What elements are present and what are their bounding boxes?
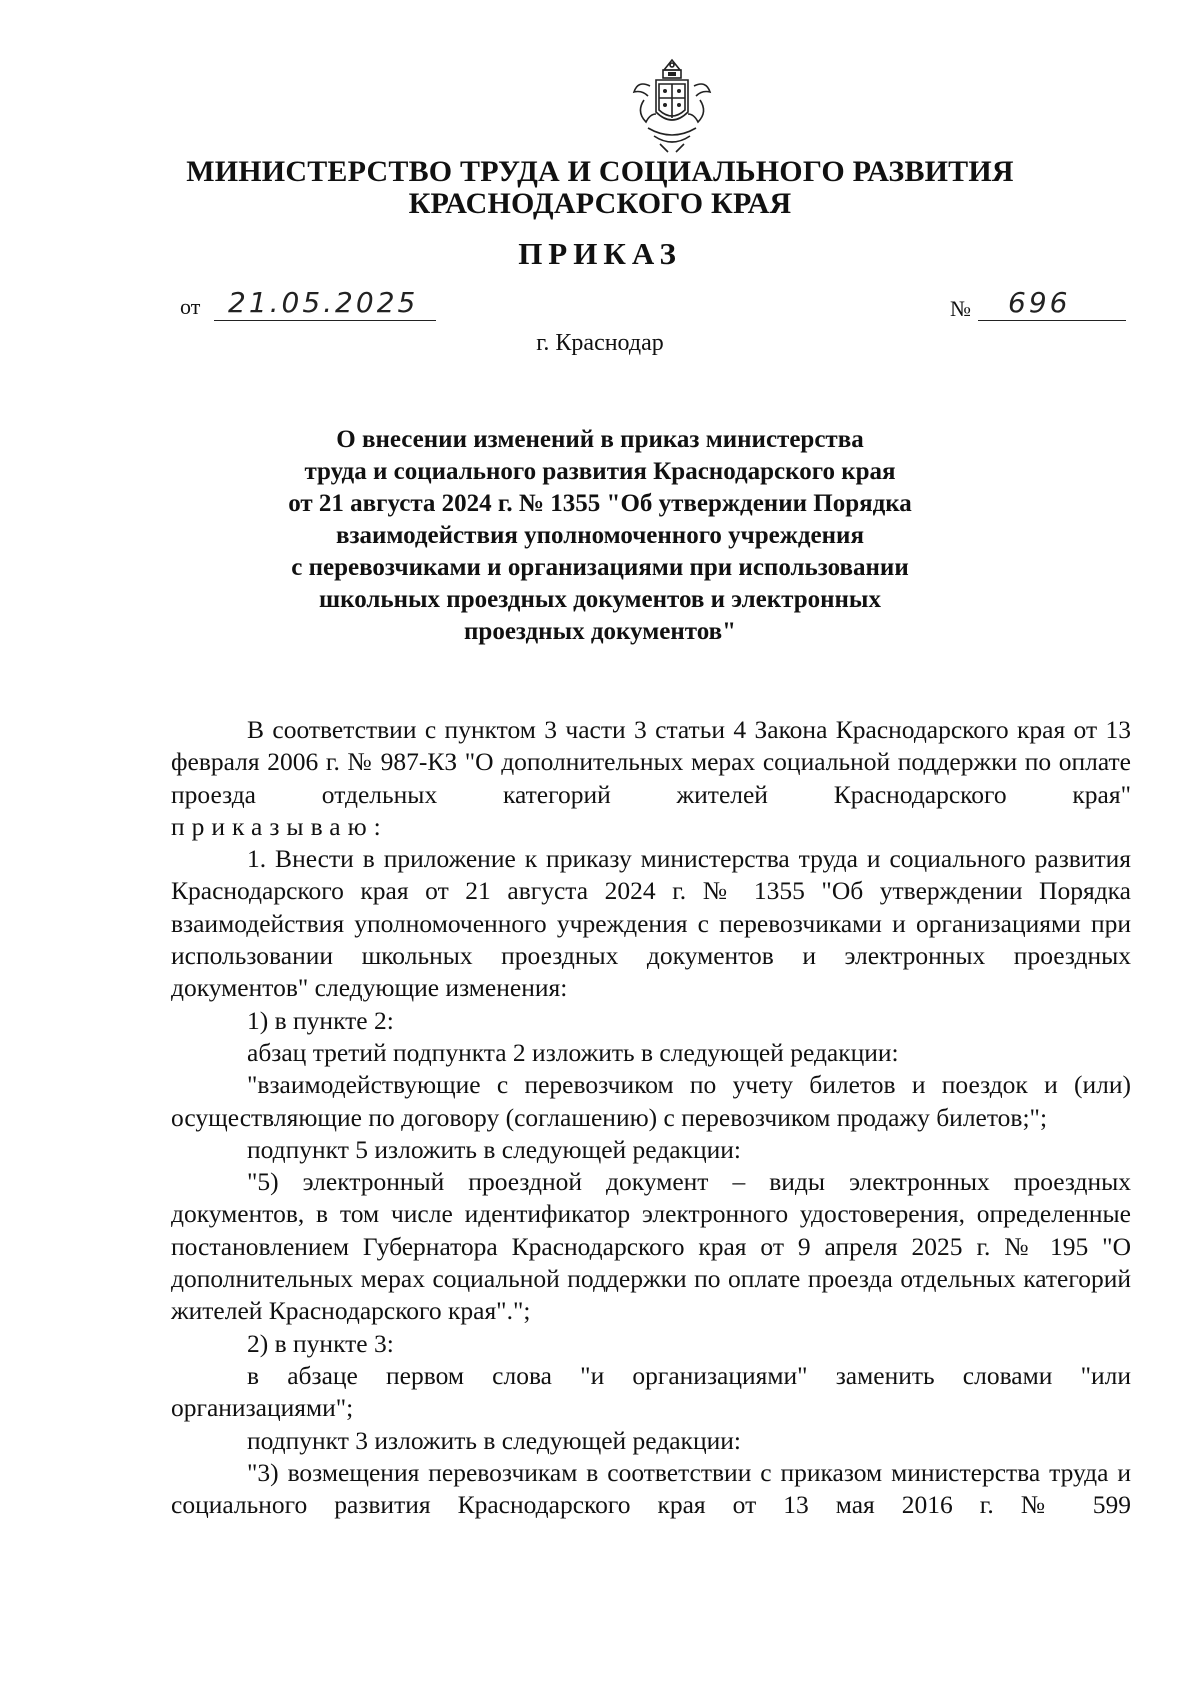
number-handwritten: 696 <box>1008 286 1071 319</box>
title-line: О внесении изменений в приказ министерства <box>336 426 864 453</box>
coat-of-arms-emblem <box>628 56 716 156</box>
number-label: № <box>950 296 971 321</box>
subitem-1-b-text: "5) электронный проездной документ – виды электронных проездных документов, в том числе идентификатор электронного удостоверения, определенные постановлением Губернатора Краснодарского края от 9 апреля 2025 г. № 195 "О дополнительных мерах социальной поддержки по оплате проезда отдельных категорий жителей Краснодарского края"."; <box>171 1167 1131 1326</box>
document-body <box>171 714 1131 1521</box>
number-underline <box>978 320 1126 321</box>
subitem-2-b: подпункт 3 изложить в следующей редакции: <box>247 1425 741 1455</box>
title-line: школьных проездных документов и электронных <box>319 586 881 613</box>
title-line: от 21 августа 2024 г. № 1355 "Об утверждении Порядка <box>288 490 912 517</box>
subitem-1: 1) в пункте 2: <box>247 1005 394 1035</box>
date-handwritten: 21.05.2025 <box>228 286 419 319</box>
title-line: взаимодействия уполномоченного учреждения <box>335 522 864 549</box>
item-1-paragraph: 1. Внести в приложение к приказу министерства труда и социального развития Краснодарского края от 21 августа 2024 г. № 1355 "Об утверждении Порядка взаимодействия уполномоченного учреждения с перевозчиками и организациями при использовании школьных проездных документов и электронных проездных документов" следующие изменения: <box>171 844 1131 1003</box>
title-line: труда и социального развития Краснодарского края <box>304 458 896 485</box>
subitem-1-a: абзац третий подпункта 2 изложить в следующей редакции: <box>247 1037 899 1067</box>
preamble-paragraph: В соответствии с пунктом 3 части 3 статьи 4 Закона Краснодарского края от 13 февраля 2006 г. № 987-КЗ "О дополнительных мерах социальной поддержки по оплате проезда отдельных категорий жителей Краснодарского края" <box>171 715 1131 809</box>
subitem-1-a-text: "взаимодействующие с перевозчиком по учету билетов и поездок и (или) осуществляющие по договору (соглашению) с перевозчиком продажу билетов;"; <box>171 1070 1131 1132</box>
document-title <box>240 424 960 648</box>
title-line: проездных документов" <box>464 618 736 645</box>
order-word: приказываю: <box>171 811 388 841</box>
subitem-2-a: в абзаце первом слова "и организациями" заменить словами "или организациями"; <box>171 1360 1131 1423</box>
ministry-name-line2: КРАСНОДАРСКОГО КРАЯ <box>408 187 792 220</box>
subitem-2-b-text: "3) возмещения перевозчикам в соответствии с приказом министерства труда и социального развития Краснодарского края от 13 мая 2016 г. № 599 <box>171 1457 1131 1520</box>
document-type-heading: ПРИКАЗ <box>518 236 682 271</box>
date-underline <box>214 320 436 321</box>
subitem-1-b: подпункт 5 изложить в следующей редакции: <box>247 1134 741 1164</box>
title-line: с перевозчиками и организациями при использовании <box>291 554 909 581</box>
city: г. Краснодар <box>536 330 664 356</box>
subitem-2: 2) в пункте 3: <box>247 1328 394 1358</box>
date-label: от <box>180 294 201 319</box>
ministry-name-line1: МИНИСТЕРСТВО ТРУДА И СОЦИАЛЬНОГО РАЗВИТИЯ <box>186 155 1014 188</box>
